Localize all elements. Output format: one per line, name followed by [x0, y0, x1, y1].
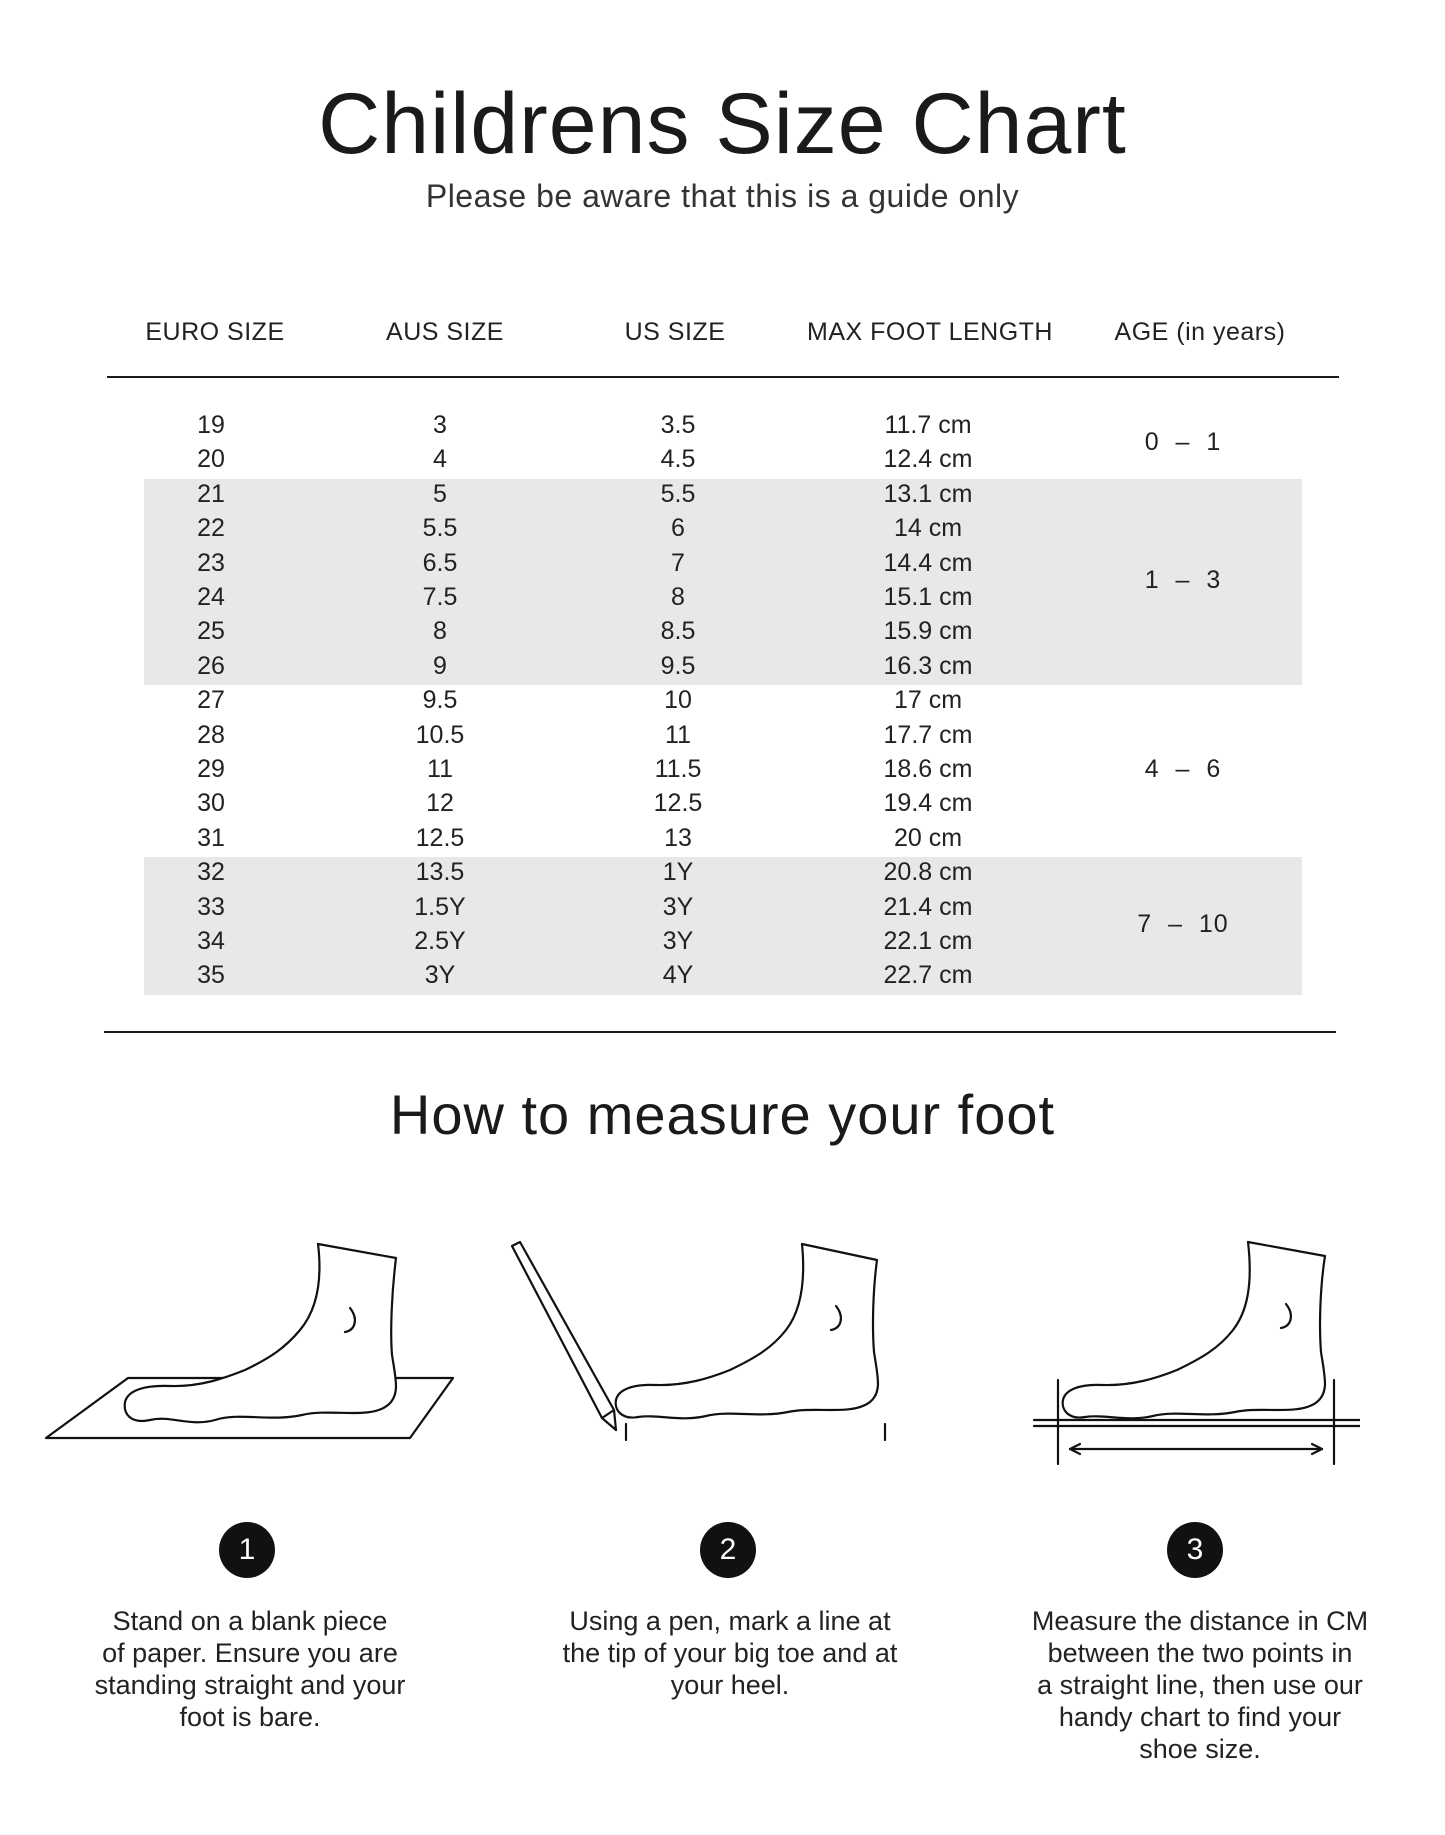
header-age: AGE (in years) — [1114, 318, 1286, 346]
euro-size-cell: 21 — [197, 479, 225, 508]
us-size-cell: 4Y — [662, 961, 694, 990]
aus-size-cell: 2.5Y — [414, 927, 466, 955]
euro-size-cell: 32 — [197, 858, 225, 887]
aus-size-cell: 12.5 — [415, 823, 465, 852]
us-size-cell: 11.5 — [654, 755, 702, 783]
us-size-cell: 11 — [665, 720, 691, 749]
age-group-label: 7 – 10 — [1137, 910, 1229, 938]
euro-size-cell: 22 — [197, 514, 225, 543]
aus-size-cell: 12 — [426, 789, 454, 818]
table-bottom-rule — [104, 1031, 1336, 1033]
foot-length-cell: 20.8 cm — [883, 858, 973, 887]
us-size-cell: 3Y — [662, 927, 694, 955]
euro-size-cell: 33 — [197, 892, 225, 921]
step-1-badge: 1 — [219, 1522, 275, 1578]
step-3-badge: 3 — [1167, 1522, 1223, 1578]
euro-size-cell: 25 — [197, 617, 225, 646]
foot-length-cell: 11.7 cm — [884, 411, 972, 439]
how-to-measure-title: How to measure your foot — [389, 1083, 1056, 1146]
euro-size-cell: 27 — [197, 686, 225, 715]
aus-size-cell: 9.5 — [422, 686, 458, 715]
aus-size-cell: 8 — [433, 617, 447, 646]
foot-length-cell: 13.1 cm — [883, 479, 973, 508]
euro-size-cell: 35 — [197, 961, 225, 990]
foot-length-cell: 16.3 cm — [883, 651, 973, 680]
foot-length-cell: 18.6 cm — [883, 755, 973, 783]
us-size-cell: 6 — [671, 514, 685, 543]
step-3-description: Measure the distance in CM between the two points in a straight line, then use our handy chart to find your shoe size. — [1031, 1606, 1369, 1764]
age-group-label: 4 – 6 — [1144, 755, 1222, 784]
us-size-cell: 4.5 — [660, 445, 696, 474]
aus-size-cell: 13.5 — [415, 858, 465, 887]
age-group-label: 0 – 1 — [1144, 428, 1222, 457]
foot-length-cell: 12.4 cm — [883, 445, 973, 474]
aus-size-cell: 5 — [433, 479, 447, 508]
header-euro-size: EURO SIZE — [145, 318, 285, 346]
us-size-cell: 8 — [671, 583, 685, 611]
step-2-description: Using a pen, mark a line at the tip of your big toe and at your heel. — [562, 1606, 898, 1700]
us-size-cell: 3Y — [662, 892, 694, 921]
table-top-rule — [107, 376, 1339, 378]
aus-size-cell: 1.5Y — [414, 892, 466, 921]
aus-size-cell: 9 — [433, 651, 447, 680]
foot-length-cell: 19.4 cm — [883, 789, 973, 818]
euro-size-cell: 29 — [197, 755, 225, 783]
foot-measure-icon — [1030, 1230, 1360, 1480]
foot-length-cell: 20 cm — [893, 823, 963, 852]
us-size-cell: 7 — [671, 548, 685, 577]
us-size-cell: 5.5 — [660, 479, 696, 508]
foot-length-cell: 17.7 cm — [883, 720, 973, 749]
foot-length-cell: 15.9 cm — [883, 617, 973, 646]
age-group-label: 1 – 3 — [1144, 566, 1222, 594]
foot-length-cell: 14 cm — [893, 514, 963, 543]
aus-size-cell: 11 — [427, 755, 453, 783]
aus-size-cell: 3 — [433, 411, 447, 439]
euro-size-cell: 20 — [197, 445, 225, 474]
header-max-foot-length: MAX FOOT LENGTH — [807, 318, 1053, 346]
header-us-size: US SIZE — [624, 318, 726, 346]
us-size-cell: 8.5 — [660, 617, 696, 646]
aus-size-cell: 3Y — [424, 961, 456, 990]
foot-with-pen-icon — [510, 1230, 910, 1450]
page-title: Childrens Size Chart — [318, 76, 1127, 172]
euro-size-cell: 24 — [197, 583, 225, 611]
euro-size-cell: 31 — [197, 823, 225, 852]
aus-size-cell: 10.5 — [415, 720, 465, 749]
us-size-cell: 13 — [664, 823, 692, 852]
euro-size-cell: 30 — [197, 789, 225, 818]
euro-size-cell: 34 — [197, 927, 225, 955]
foot-length-cell: 15.1 cm — [883, 583, 973, 611]
foot-length-cell: 17 cm — [893, 686, 963, 715]
page-subtitle: Please be aware that this is a guide only — [425, 178, 1020, 214]
foot-length-cell: 22.7 cm — [883, 961, 973, 990]
us-size-cell: 1Y — [662, 858, 694, 887]
aus-size-cell: 5.5 — [422, 514, 458, 543]
euro-size-cell: 28 — [197, 720, 225, 749]
foot-length-cell: 22.1 cm — [883, 927, 973, 955]
step-1-description: Stand on a blank piece of paper. Ensure you are standing straight and your foot is bare. — [94, 1606, 406, 1732]
aus-size-cell: 6.5 — [422, 548, 458, 577]
euro-size-cell: 23 — [197, 548, 225, 577]
step-2-badge: 2 — [700, 1522, 756, 1578]
us-size-cell: 12.5 — [653, 789, 703, 818]
foot-on-paper-icon — [40, 1230, 470, 1450]
aus-size-cell: 7.5 — [422, 583, 458, 611]
us-size-cell: 10 — [664, 686, 692, 715]
foot-length-cell: 21.4 cm — [883, 892, 973, 921]
header-aus-size: AUS SIZE — [386, 318, 504, 346]
us-size-cell: 3.5 — [660, 411, 696, 439]
euro-size-cell: 26 — [197, 651, 225, 680]
foot-length-cell: 14.4 cm — [883, 548, 973, 577]
us-size-cell: 9.5 — [660, 651, 696, 680]
euro-size-cell: 19 — [197, 411, 225, 439]
aus-size-cell: 4 — [433, 445, 447, 474]
